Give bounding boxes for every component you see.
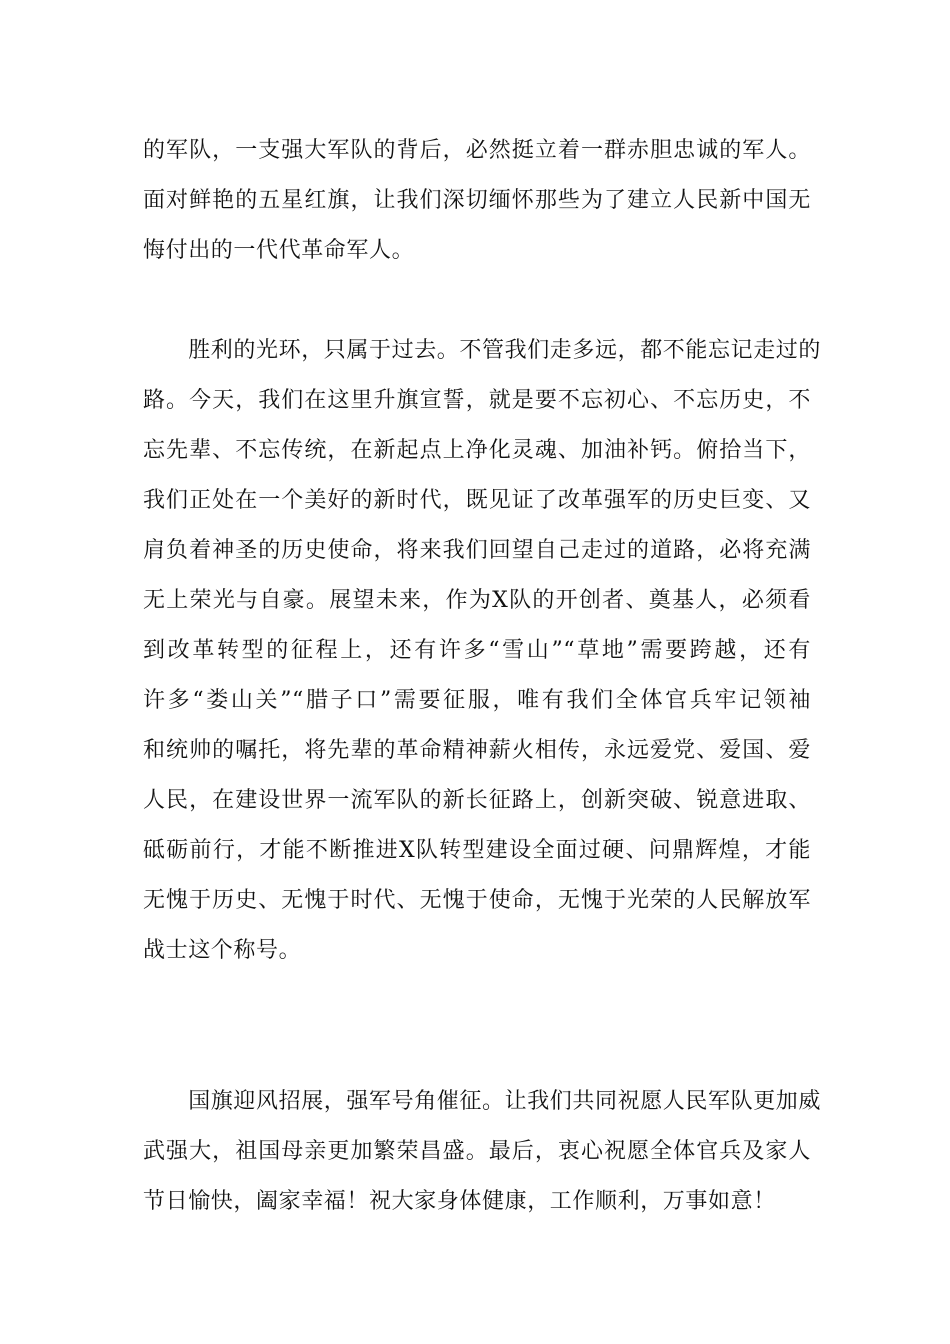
paragraph-line: 悔付出的一代代革命军人。 xyxy=(143,238,415,263)
paragraph-line: 的军队，一支强大军队的背后，必然挺立着一群赤胆忠诚的军人。 xyxy=(143,138,811,163)
paragraph-line: 路。今天，我们在这里升旗宣誓，就是要不忘初心、不忘历史，不 xyxy=(143,388,811,413)
paragraph-3 xyxy=(143,1077,822,1227)
paragraph-1 xyxy=(143,126,811,276)
paragraph-line: 许多“娄山关”“腊子口”需要征服，唯有我们全体官兵牢记领袖 xyxy=(143,688,811,713)
paragraph-line: 战士这个称号。 xyxy=(143,938,302,963)
paragraph-line: 人民，在建设世界一流军队的新长征路上，创新突破、锐意进取、 xyxy=(143,788,811,813)
paragraph-line: 和统帅的嘱托，将先辈的革命精神薪火相传，永远爱党、爱国、爱 xyxy=(143,738,811,763)
paragraph-2 xyxy=(143,326,822,976)
paragraph-line: 忘先辈、不忘传统，在新起点上净化灵魂、加油补钙。俯拾当下， xyxy=(143,438,811,463)
paragraph-line: 国旗迎风招展，强军号角催征。让我们共同祝愿人民军队更加威 xyxy=(143,1089,822,1114)
paragraph-line: 节日愉快，阖家幸福！祝大家身体健康，工作顺利，万事如意！ xyxy=(143,1189,776,1214)
paragraph-line: 面对鲜艳的五星红旗，让我们深切缅怀那些为了建立人民新中国无 xyxy=(143,188,811,213)
paragraph-line: 胜利的光环，只属于过去。不管我们走多远，都不能忘记走过的 xyxy=(143,338,822,363)
paragraph-line: 武强大，祖国母亲更加繁荣昌盛。最后，衷心祝愿全体官兵及家人 xyxy=(143,1139,811,1164)
paragraph-line: 无愧于历史、无愧于时代、无愧于使命，无愧于光荣的人民解放军 xyxy=(143,888,811,913)
paragraph-line: 砥砺前行，才能不断推进X队转型建设全面过硬、问鼎辉煌，才能 xyxy=(143,838,811,863)
paragraph-line: 到改革转型的征程上，还有许多“雪山”“草地”需要跨越，还有 xyxy=(143,638,811,663)
paragraph-line: 无上荣光与自豪。展望未来，作为X队的开创者、奠基人，必须看 xyxy=(143,588,811,613)
paragraph-line: 肩负着神圣的历史使命，将来我们回望自己走过的道路，必将充满 xyxy=(143,538,811,563)
paragraph-line: 我们正处在一个美好的新时代，既见证了改革强军的历史巨变、又 xyxy=(143,488,811,513)
